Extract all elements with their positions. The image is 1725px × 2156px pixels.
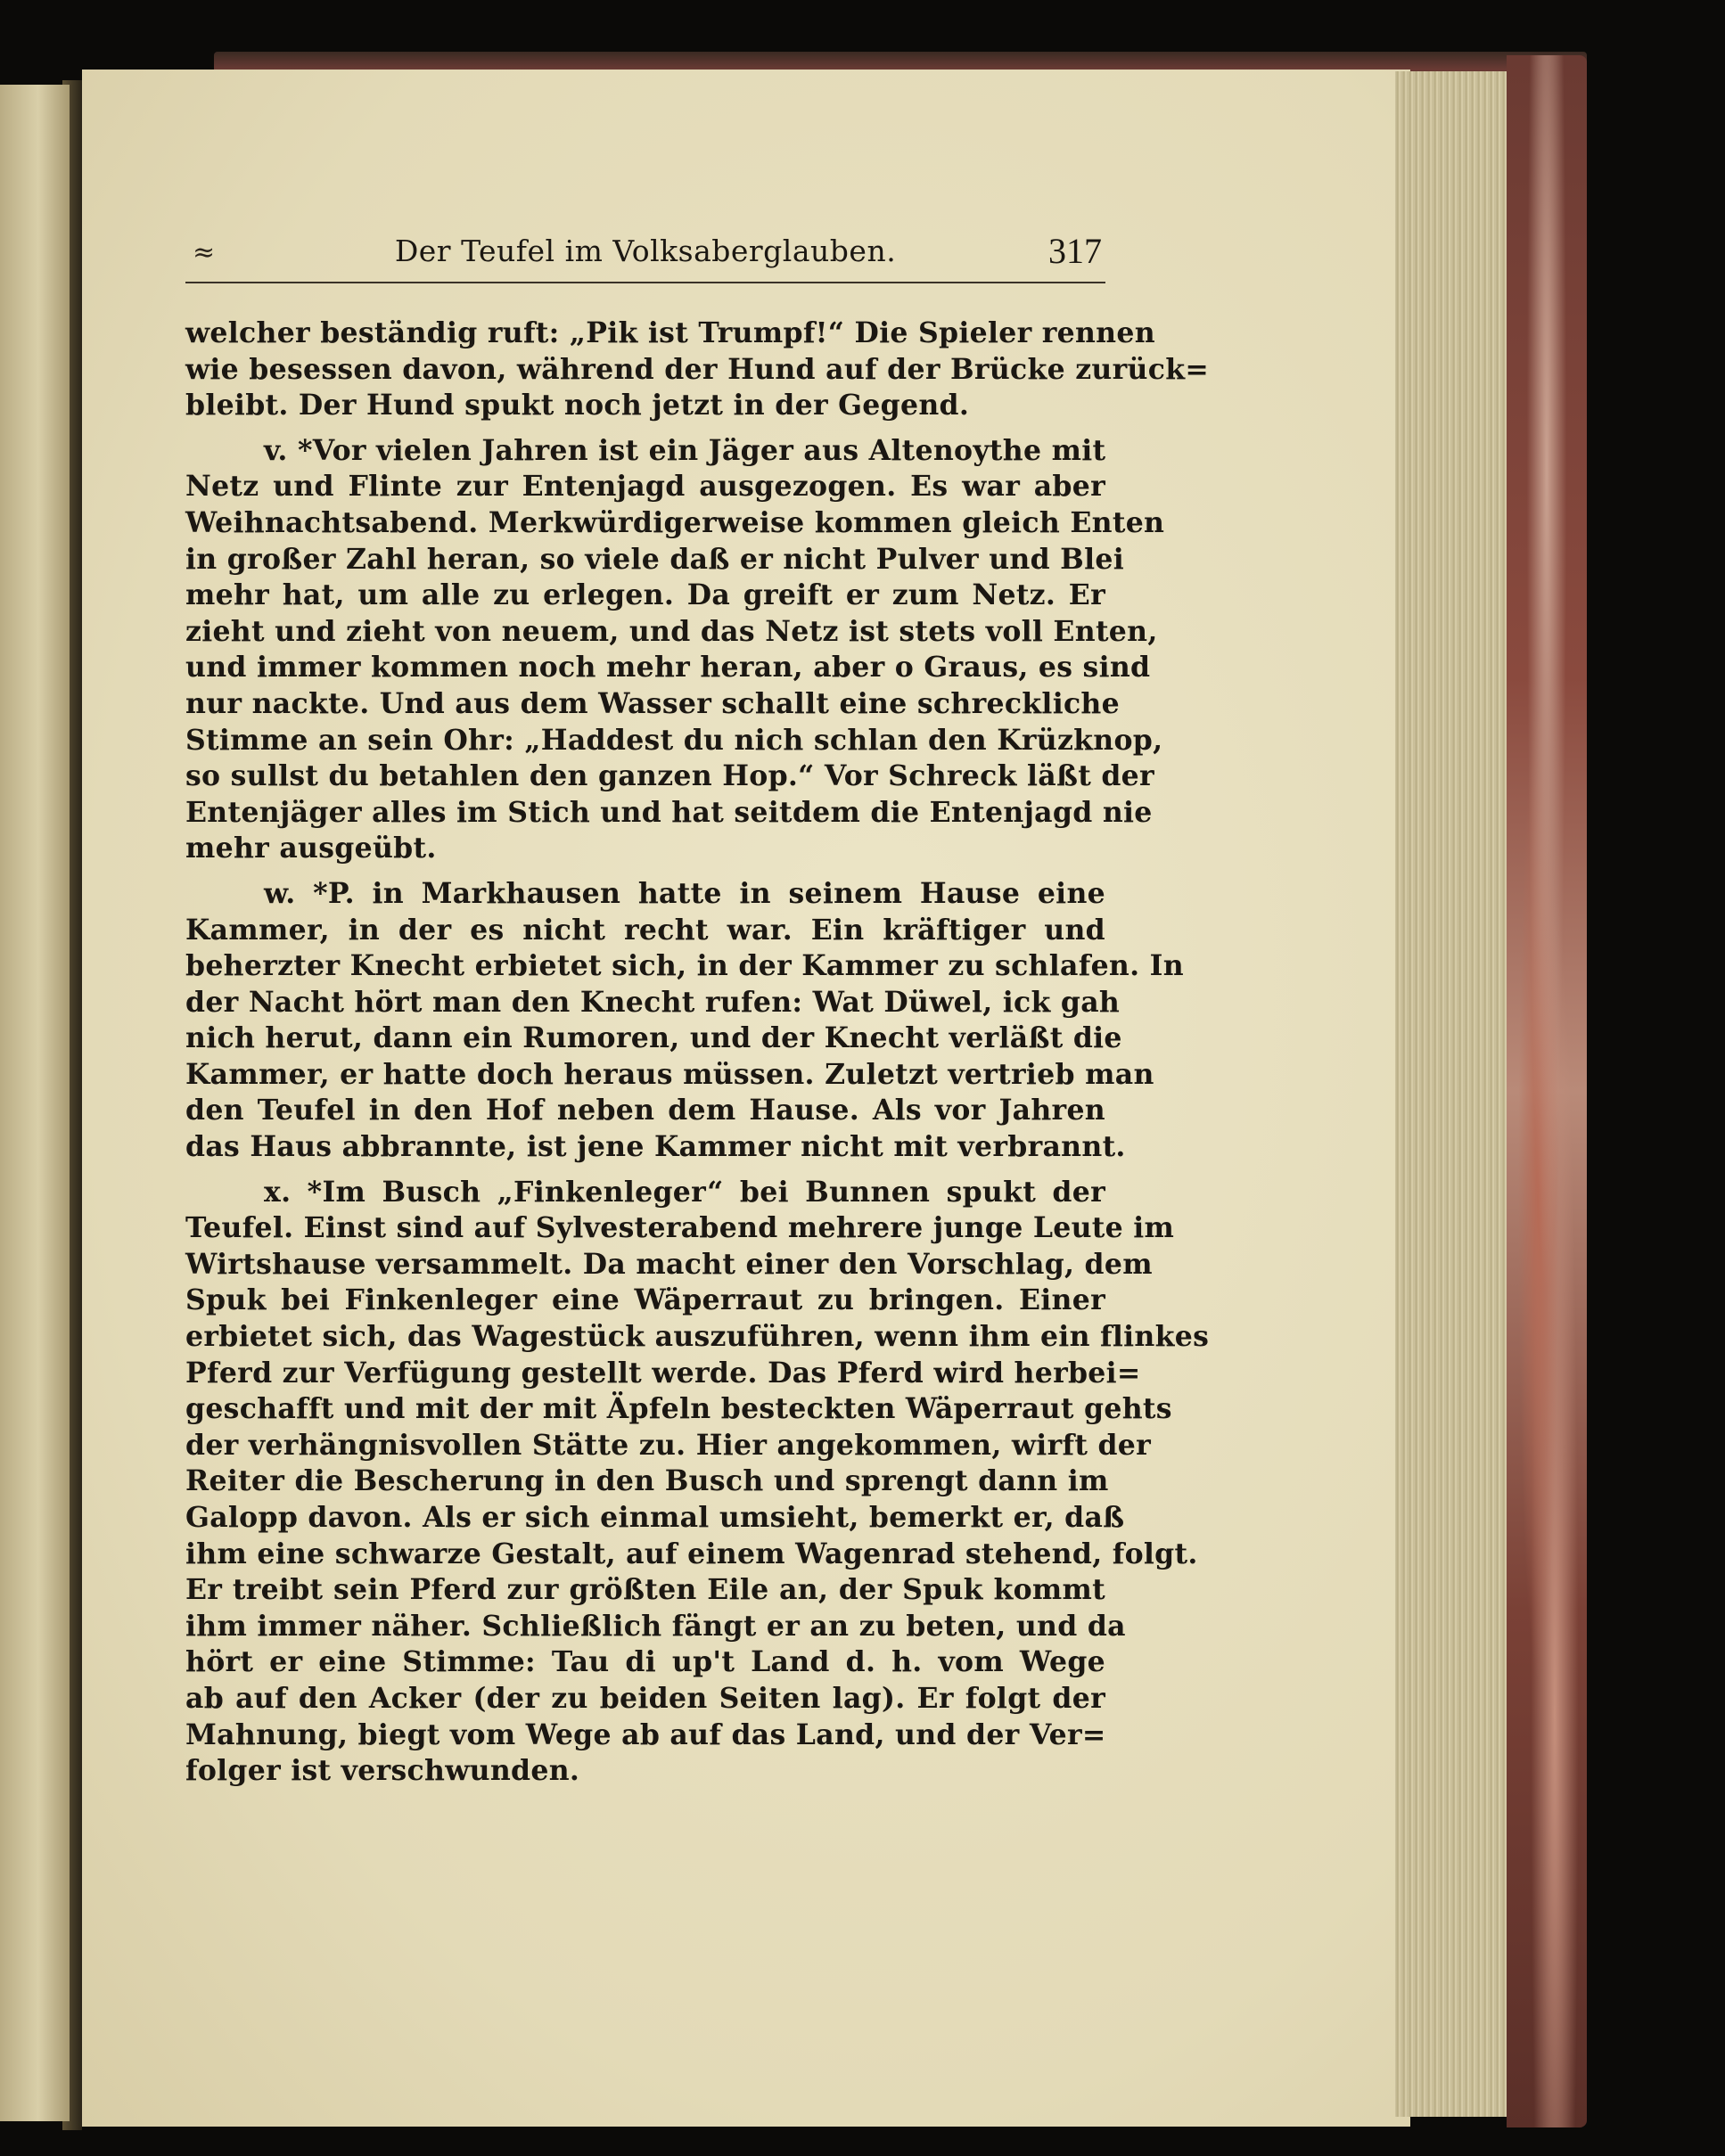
text-line: erbietet sich, das Wagestück auszuführen, wenn ihm ein flinkes — [185, 1320, 1210, 1354]
text-line: beherzter Knecht erbietet sich, in der Kammer zu schlafen. In — [185, 949, 1184, 983]
text-line: den Teufel in den Hof neben dem Hause. Als vor Jahren — [185, 1094, 1105, 1127]
text-line: x. *Im Busch „Finkenleger“ bei Bunnen spukt der — [264, 1175, 1105, 1209]
text-line: wie besessen davon, während der Hund auf der Brücke zurück= — [185, 352, 1210, 386]
text-line: Teufel. Einst sind auf Sylvesterabend mehrere junge Leute im — [185, 1211, 1175, 1245]
text-line: das Haus abbrannte, ist jene Kammer nicht mit verbrannt. — [185, 1130, 1126, 1164]
paragraph — [185, 1175, 1210, 1790]
text-line: folger ist verschwunden. — [185, 1754, 580, 1788]
text-line: ab auf den Acker (der zu beiden Seiten lag). Er folgt der — [185, 1681, 1105, 1715]
text-line: zieht und zieht von neuem, und das Netz ist stets voll Enten, — [185, 614, 1158, 648]
text-line: Er treibt sein Pferd zur größten Eile an, der Spuk kommt — [185, 1573, 1105, 1607]
page-edges-stack — [1395, 71, 1511, 2117]
text-line: ihm immer näher. Schließlich fängt er an zu beten, und da — [185, 1609, 1126, 1643]
text-line: Netz und Flinte zur Entenjagd ausgezogen. Es war aber — [185, 470, 1105, 504]
paragraph — [185, 316, 1210, 424]
text-line: Mahnung, biegt vom Wege ab auf das Land, und der Ver= — [185, 1717, 1106, 1751]
page-content — [185, 221, 1210, 1799]
paragraph — [185, 876, 1184, 1166]
text-line: geschafft und mit der mit Äpfeln besteckten Wäperraut gehts — [185, 1392, 1172, 1426]
printer-mark-icon: ≈ — [193, 237, 216, 268]
text-line: Kammer, er hatte doch heraus müssen. Zuletzt vertrieb man — [185, 1057, 1154, 1091]
text-line: Reiter die Bescherung in den Busch und sprengt dann im — [185, 1464, 1109, 1498]
text-line: in großer Zahl heran, so viele daß er nicht Pulver und Blei — [185, 542, 1124, 576]
marbled-cover-edge — [1507, 55, 1587, 2127]
text-line: bleibt. Der Hund spukt noch jetzt in der Gegend. — [185, 389, 970, 422]
page-number: 317 — [1048, 231, 1102, 271]
page-header — [185, 221, 1105, 283]
text-line: Weihnachtsabend. Merkwürdigerweise kommen gleich Enten — [185, 505, 1165, 539]
text-line: nich herut, dann ein Rumoren, und der Knecht verläßt die — [185, 1021, 1122, 1055]
text-line: der Nacht hört man den Knecht rufen: Wat Düwel, ick gah — [185, 985, 1121, 1019]
text-line: Wirtshause versammelt. Da macht einer den Vorschlag, dem — [185, 1247, 1153, 1281]
text-line: mehr hat, um alle zu erlegen. Da greift er zum Netz. Er — [185, 578, 1105, 612]
text-line: v. *Vor vielen Jahren ist ein Jäger aus Altenoythe mit — [264, 433, 1106, 467]
text-line: so sullst du betahlen den ganzen Hop.“ Vor Schreck läßt der — [185, 759, 1154, 793]
text-line: mehr ausgeübt. — [185, 832, 437, 865]
paragraph — [185, 433, 1165, 867]
body-text — [185, 316, 1210, 1790]
text-line: und immer kommen noch mehr heran, aber o Graus, es sind — [185, 651, 1151, 685]
running-title: Der Teufel im Volksaberglauben. — [394, 234, 897, 268]
text-line: ihm eine schwarze Gestalt, auf einem Wagenrad stehend, folgt. — [185, 1537, 1198, 1570]
facing-page-edge — [0, 85, 70, 2121]
text-line: w. *P. in Markhausen hatte in seinem Hause eine — [264, 876, 1105, 910]
text-line: welcher beständig ruft: „Pik ist Trumpf!“ Die Spieler rennen — [185, 316, 1155, 349]
text-line: Entenjäger alles im Stich und hat seitdem die Entenjagd nie — [185, 795, 1153, 829]
text-line: hört er eine Stimme: Tau di up't Land d. h. vom Wege — [185, 1645, 1105, 1679]
text-line: Spuk bei Finkenleger eine Wäperraut zu bringen. Einer — [185, 1283, 1105, 1317]
text-line: Pferd zur Verfügung gestellt werde. Das Pferd wird herbei= — [185, 1356, 1141, 1390]
text-line: nur nackte. Und aus dem Wasser schallt eine schreckliche — [185, 686, 1120, 720]
text-line: Kammer, in der es nicht recht war. Ein kräftiger und — [185, 913, 1105, 947]
text-line: Galopp davon. Als er sich einmal umsieht, bemerkt er, daß — [185, 1501, 1125, 1534]
text-line: der verhängnisvollen Stätte zu. Hier angekommen, wirft der — [185, 1428, 1152, 1462]
text-line: Stimme an sein Ohr: „Haddest du nich schlan den Krüzknop, — [185, 723, 1163, 757]
